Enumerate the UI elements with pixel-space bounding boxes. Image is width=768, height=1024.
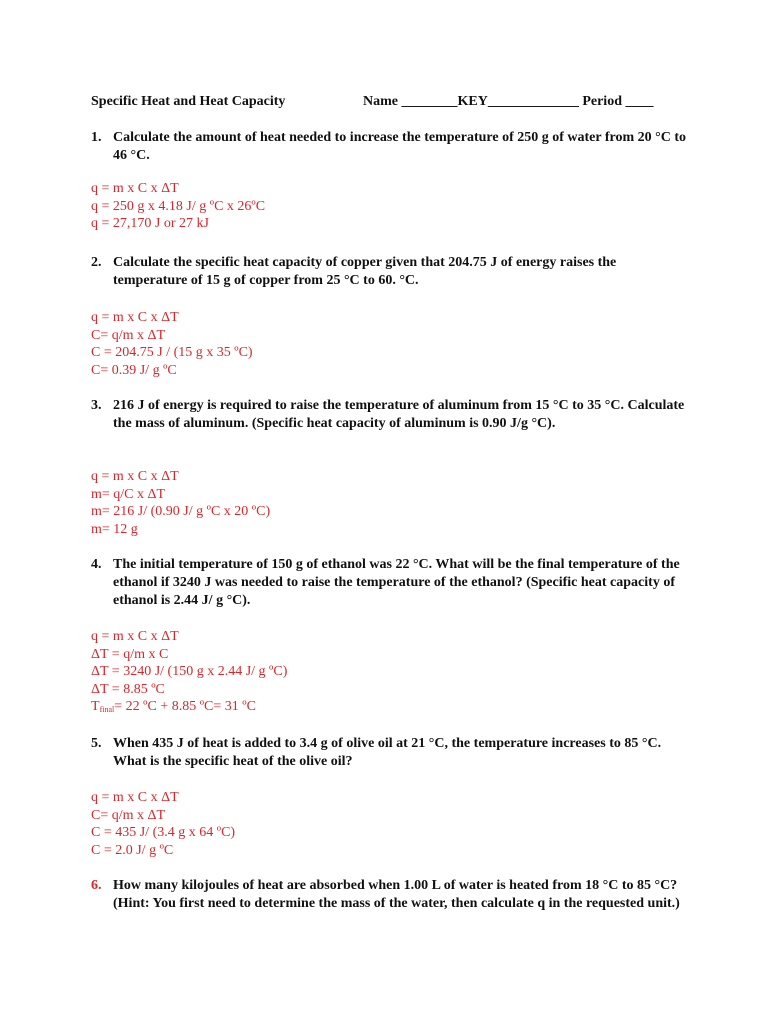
question-text: When 435 J of heat is added to 3.4 g of olive oil at 21 °C, the temperature increases to 85 °C. What is the specific heat of the olive oil?: [113, 736, 662, 769]
answer-line: q = m x C x ΔT: [91, 181, 179, 196]
answer-line: q = m x C x ΔT: [91, 310, 179, 325]
question-text: 216 J of energy is required to raise the temperature of aluminum from 15 °C to 35 °C. Calculate the mass of aluminum. (Specific heat capacity of aluminum is 0.90 J/g °C).: [113, 398, 685, 431]
question-number: 1.: [91, 130, 102, 145]
question-number: 5.: [91, 736, 102, 751]
answer-line: C= q/m x ΔT: [91, 807, 166, 823]
answer-3: [91, 468, 270, 538]
answer-line: q = 250 g x 4.18 J/ g ºC x 26ºC: [91, 198, 266, 214]
answer-1: [91, 180, 265, 233]
answer-4: [91, 628, 287, 719]
t-subscript: final: [99, 705, 115, 714]
answer-line: C= q/m x ΔT: [91, 327, 166, 343]
question-3: [91, 397, 691, 433]
question-text: How many kilojoules of heat are absorbed when 1.00 L of water is heated from 18 °C to 85 °C? (Hint: You first need to determine the mass of the water, then calculate q in the requested unit.): [113, 878, 680, 911]
question-1: [91, 129, 691, 165]
answer-line: C = 204.75 J / (15 g x 35 ºC): [91, 345, 253, 360]
question-number: 4.: [91, 557, 102, 572]
answer-line: m= 12 g: [91, 521, 138, 537]
question-5: [91, 735, 691, 771]
answer-line: C= 0.39 J/ g ºC: [91, 362, 177, 378]
answer-2: [91, 309, 253, 379]
answer-line: m= 216 J/ (0.90 J/ g ºC x 20 ºC): [91, 504, 271, 519]
answer-line: ΔT = 8.85 ºC: [91, 681, 165, 697]
answer-line: q = m x C x ΔT: [91, 629, 179, 644]
question-text: Calculate the specific heat capacity of copper given that 204.75 J of energy raises the temperature of 15 g of copper from 25 °C to 60. °C.: [113, 255, 617, 288]
name-period-field: Name ________KEY_____________ Period ____: [363, 94, 654, 109]
question-6: [91, 877, 691, 913]
answer-5: [91, 789, 235, 859]
final-equation: = 22 ºC + 8.85 ºC= 31 ºC: [114, 699, 256, 714]
question-4: [91, 556, 691, 610]
answer-line: q = m x C x ΔT: [91, 469, 179, 484]
question-number: 3.: [91, 398, 102, 413]
question-2: [91, 254, 691, 290]
question-text: Calculate the amount of heat needed to increase the temperature of 250 g of water from 20 °C to 46 °C.: [113, 130, 687, 163]
worksheet-title: Specific Heat and Heat Capacity: [91, 94, 286, 109]
answer-line: C = 2.0 J/ g ºC: [91, 842, 174, 858]
question-number: 2.: [91, 255, 102, 270]
answer-line: ΔT = 3240 J/ (150 g x 2.44 J/ g ºC): [91, 664, 288, 679]
answer-line-final: [91, 698, 287, 719]
answer-line: m= q/C x ΔT: [91, 486, 166, 502]
answer-line: ΔT = q/m x C: [91, 646, 169, 662]
answer-line: C = 435 J/ (3.4 g x 64 ºC): [91, 825, 236, 840]
question-number: 6.: [91, 878, 102, 893]
answer-line: q = 27,170 J or 27 kJ: [91, 216, 209, 231]
question-text: The initial temperature of 150 g of ethanol was 22 °C. What will be the final temperature of the ethanol if 3240 J was needed to raise the temperature of the ethanol? (Specific heat capacity of ethanol is 2.44 J/ g °C).: [113, 557, 680, 608]
t-symbol: T: [91, 699, 100, 714]
answer-line: q = m x C x ΔT: [91, 790, 179, 805]
